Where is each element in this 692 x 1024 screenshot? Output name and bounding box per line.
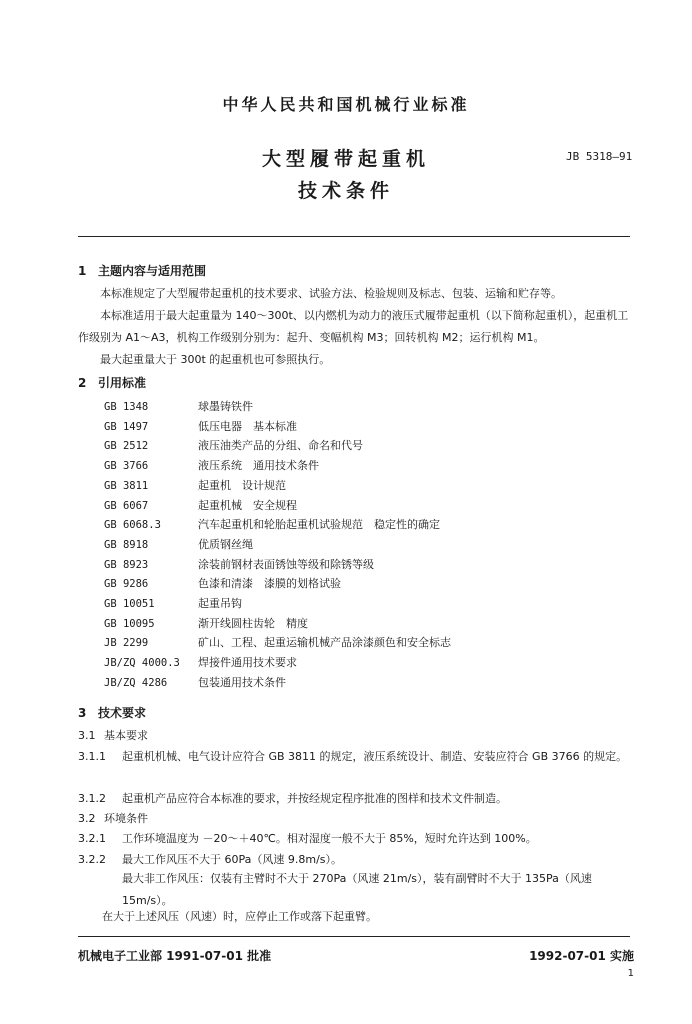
reference-code: GB 3811 xyxy=(104,479,149,492)
clause-3-2-2-note: 在大于上述风压（风速）时，应停止工作或落下起重臂。 xyxy=(102,910,377,923)
reference-row xyxy=(104,614,308,634)
standard-organization: 中华人民共和国机械行业标准 xyxy=(222,95,470,114)
reference-code: GB 3766 xyxy=(104,460,149,473)
document-title-line1: 大型履带起重机 xyxy=(261,148,430,170)
section-number: 2 xyxy=(78,376,87,390)
section-number: 1 xyxy=(78,264,87,278)
reference-row xyxy=(104,535,253,555)
reference-code: GB 6067 xyxy=(104,499,149,512)
reference-code: GB 1497 xyxy=(104,420,149,433)
reference-row xyxy=(104,436,363,456)
reference-row xyxy=(104,653,297,673)
footer-divider xyxy=(78,936,630,937)
clause-number: 3.2.2 xyxy=(78,853,106,866)
reference-title: 低压电器 基本标准 xyxy=(198,419,297,433)
reference-code: JB/ZQ 4000.3 xyxy=(104,657,180,670)
subsection-number: 3.1 xyxy=(78,729,96,742)
reference-title: 汽车起重机和轮胎起重机试验规范 稳定性的确定 xyxy=(198,518,440,532)
reference-row xyxy=(104,476,286,496)
reference-code: GB 8923 xyxy=(104,558,149,571)
section-number: 3 xyxy=(78,706,87,720)
reference-code: GB 9286 xyxy=(104,578,149,591)
reference-row xyxy=(104,515,440,535)
subsection-title: 基本要求 xyxy=(104,729,148,742)
clause-number: 3.1.1 xyxy=(78,750,106,763)
section-1-para-1: 本标准规定了大型履带起重机的技术要求、试验方法、检验规则及标志、包装、运输和贮存等。 xyxy=(100,287,562,300)
section-title: 主题内容与适用范围 xyxy=(98,264,207,278)
reference-code: GB 1348 xyxy=(104,401,149,413)
reference-title: 液压油类产品的分组、命名和代号 xyxy=(198,439,363,453)
section-1-para-3: 最大起重量大于 300t 的起重机也可参照执行。 xyxy=(100,353,331,366)
reference-title: 包装通用技术条件 xyxy=(198,675,286,689)
reference-code: GB 6068.3 xyxy=(104,519,161,532)
reference-row xyxy=(104,456,319,476)
clause-3-2-2-continued: 最大非工作风压：仅装有主臂时不大于 270Pa（风速 21m/s），装有副臂时不大于 135Pa（风速 15m/s）。 xyxy=(122,872,592,907)
reference-code: GB 10095 xyxy=(104,617,155,630)
clause-3-1-2 xyxy=(78,788,634,810)
reference-row xyxy=(104,555,374,575)
clause-3-1-1 xyxy=(78,746,634,768)
reference-code: GB 8918 xyxy=(104,538,149,551)
document-title-line2: 技术条件 xyxy=(297,180,394,202)
section-1-heading xyxy=(78,262,206,279)
subsection-3-2-heading xyxy=(78,810,148,828)
approval-statement: 机械电子工业部 1991-07-01 批准 xyxy=(78,949,272,963)
reference-title: 涂装前钢材表面锈蚀等级和除锈等级 xyxy=(198,557,374,571)
clause-number: 3.1.2 xyxy=(78,792,106,805)
reference-code: JB 2299 xyxy=(104,637,149,650)
subsection-3-1-heading xyxy=(78,727,148,745)
page-number: 1 xyxy=(627,968,634,979)
reference-row xyxy=(104,594,242,614)
reference-title: 球墨铸铁件 xyxy=(198,400,253,413)
reference-row xyxy=(104,574,341,594)
reference-title: 起重机 设计规范 xyxy=(198,478,286,492)
standard-number: JB 5318—91 xyxy=(566,150,633,163)
subsection-title: 环境条件 xyxy=(104,812,148,825)
reference-row xyxy=(104,496,297,516)
reference-row xyxy=(104,633,451,653)
reference-code: GB 2512 xyxy=(104,440,149,453)
reference-title: 渐开线圆柱齿轮 精度 xyxy=(198,616,308,630)
clause-number: 3.2.1 xyxy=(78,832,106,845)
reference-row xyxy=(104,673,286,693)
reference-title: 起重吊钩 xyxy=(198,597,242,610)
reference-code: JB/ZQ 4286 xyxy=(104,676,168,689)
reference-code: GB 10051 xyxy=(104,598,155,610)
section-title: 技术要求 xyxy=(98,706,147,720)
section-3-heading xyxy=(78,704,146,721)
reference-title: 色漆和清漆 漆膜的划格试验 xyxy=(198,577,341,591)
effective-date: 1992-07-01 实施 xyxy=(529,949,634,963)
clause-3-2-1 xyxy=(78,828,634,850)
header-divider xyxy=(78,236,630,237)
section-1-para-2: 本标准适用于最大起重量为 140～300t、以内燃机为动力的液压式履带起重机（以下简称起重机），起重机工作级别为 A1～A3，机构工作级别分别为：起升、变幅机构 M3；回转机构 M2；运行机构 M1。 xyxy=(78,309,629,344)
reference-title: 焊接件通用技术要求 xyxy=(198,656,297,670)
clause-text: 起重机机械、电气设计应符合 GB 3811 的规定，液压系统设计、制造、安装应符合 GB 3766 的规定。 xyxy=(122,750,628,763)
section-title: 引用标准 xyxy=(98,376,147,390)
reference-row xyxy=(104,417,297,437)
reference-row xyxy=(104,397,253,417)
clause-text: 最大工作风压不大于 60Pa（风速 9.8m/s）。 xyxy=(122,853,343,866)
clause-text: 工作环境温度为 －20～＋40℃。相对湿度一般不大于 85%，短时允许达到 100%。 xyxy=(122,832,537,845)
reference-title: 优质钢丝绳 xyxy=(198,537,253,551)
clause-text: 起重机产品应符合本标准的要求，并按经规定程序批准的图样和技术文件制造。 xyxy=(122,792,507,805)
section-2-heading xyxy=(78,374,146,391)
reference-title: 矿山、工程、起重运输机械产品涂漆颜色和安全标志 xyxy=(198,636,451,650)
subsection-number: 3.2 xyxy=(78,812,96,825)
reference-title: 液压系统 通用技术条件 xyxy=(198,459,319,473)
reference-title: 起重机械 安全规程 xyxy=(198,498,297,512)
